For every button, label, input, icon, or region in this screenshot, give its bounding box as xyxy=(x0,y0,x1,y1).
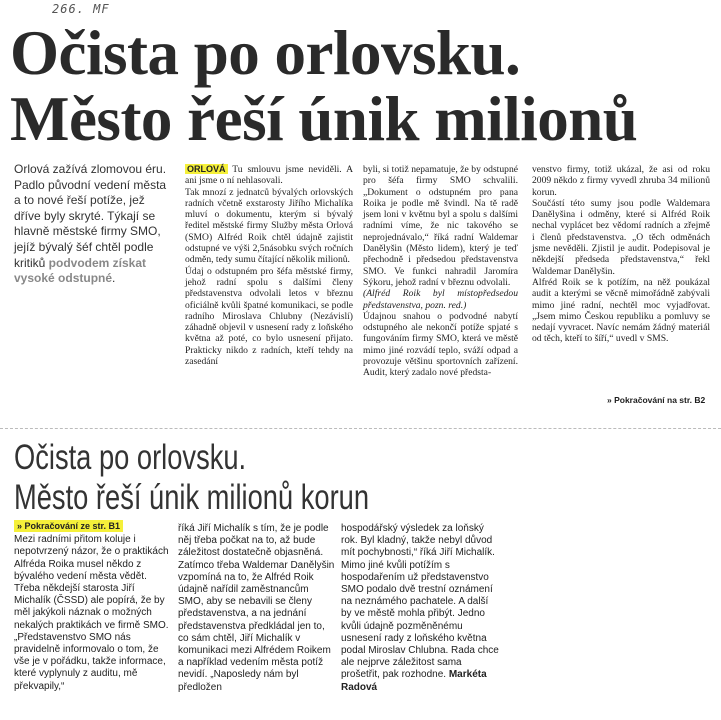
col3-para-1: venstvo firmy, totiž ukázal, že asi od roku 2009 někdo z firmy vyvedl zhruba 34 milionů korun. xyxy=(532,164,710,198)
col1-para-3: Údaj o odstupném pro šéfa městské firmy, jehož radní spolu s dalšími členy představenstva odvolali letos v březnu oficiálně kvůli špatné komunikaci, se podle radního Miroslava Chlubny (Nezávislí) záhadně objevil v usnesení rady z loňského května až poté, co bylo usnesení přijato. Prakticky nikdo z radních, kteří tehdy na zasedání xyxy=(185,265,353,368)
main-headline-line2: Město řeší únik milionů xyxy=(10,84,638,154)
second-col2-para-2: Zatímco třeba Waldemar Danělyšin vzpomíná na to, že Alfréd Roik údajně nařídil zaměstnancům SMO, aby se nebavili se členy představenstva, a na jednání představenstva předkládal jen to, co sám chtěl, Jiří Michalík v komunikaci mezi Alfrédem Roikem a například vedením města potíž nevidí. „Naposledy nám byl předložen xyxy=(178,559,335,693)
second-col1-para-1: Mezi radními přitom koluje i nepotvrzený názor, že o praktikách Alfréda Roika musel někdo z bývalého vedení města vědět. xyxy=(14,534,169,582)
second-headline-line2: Město řeší únik milionů korun xyxy=(14,478,370,517)
lead-highlight: podvodem získat vysoké odstupné xyxy=(14,255,147,286)
col2-para-1: byli, si totiž nepamatuje, že by odstupné pro šéfa firmy SMO schvalili. „Dokument o odstupném pro pana Roika je podle mě švindl. Na tě radě jsem loni v květnu byl a spolu s dalšími radními víme, že nic takového se neprojednávalo,“ říká radní Waldemar Danělyšin (Město lidem), který je teď přechodně i předsedou představenstva SMO. Ve funkci nahradil Jaromíra Sýkoru, jehož radní v březnu odvolali. xyxy=(363,164,518,288)
col2-para-3: Údajnou snahou o podvodné nabytí odstupného ale nekončí potíže spjaté s fungováním firmy SMO, která ve městě mimo jiné rozvádí teplo, sváží odpad a provozuje většinu sportovních zařízení. Audit, který zadalo nové předsta- xyxy=(363,310,518,379)
second-headline-line1: Očista po orlovsku. xyxy=(14,438,247,477)
second-column-3 xyxy=(341,523,501,694)
second-column-1 xyxy=(14,520,174,693)
article-column-1 xyxy=(185,164,353,367)
second-col1-para-2: Třeba někdejší starosta Jiří Michalík (ČSSD) ale popírá, že by měl jakýkoli náznak o možných nekalých praktikách ve firmě SMO. xyxy=(14,583,169,631)
clipping-divider xyxy=(0,428,721,429)
second-col1-para-3: „Představenstvo SMO nás pravidelně informovalo o tom, že vše je v pořádku, takže informace, které vyplynuly z auditu, mě překvapily,“ xyxy=(14,631,166,692)
handwritten-note: 266. MF xyxy=(52,2,110,16)
lead-text: Orlová zažívá zlomovou éru. Padlo původní vedení města a to nové řeší potíže, jež dříve byly skryté. Týkají se hlavně městské firmy SMO, jejíž bývalý šéf chtěl podle kritiků xyxy=(14,162,167,270)
col3-para-3: Alfréd Roik se k potížím, na něž poukázal audit a kterými se věcně mimořádně zabývali mimo jiné radní, nechtěl moc vyjadřovat. „Jsem mimo Českou republiku a pomluvy se nedají vyvracet. Navíc nemám žádný materiál od těch, kteří to šíří,“ uvedl v SMS. xyxy=(532,276,710,345)
second-column-2 xyxy=(178,523,336,694)
lead-end: . xyxy=(112,271,116,286)
lead-paragraph xyxy=(14,162,172,287)
location-keyword: ORLOVÁ xyxy=(187,164,226,174)
col3-para-2: Součástí této sumy jsou podle Waldemara Danělyšina i odměny, které si Alfréd Roik nechal vyplácet bez vědomí radních a zřejmě i členů představenstva. „O těch odměnách jsme nevěděli. Zjistil je audit. Podepisoval je někdejší předseda představenstva,“ řekl Waldemar Danělyšin. xyxy=(532,197,710,277)
article-column-3 xyxy=(532,164,710,345)
article-column-2 xyxy=(363,164,518,379)
col1-para-2: Tak mnozí z jednatců bývalých orlovských radních včetně exstarosty Jiřího Michalíka mluví o dokumentu, kterým si bývalý ředitel městské firmy Služby města Orlová (SMO) Alfréd Roik chtěl údajně zajistit odstupné ve výši 2,5násobku svých ročních odměn, tedy sumu čítající několik milionů. xyxy=(185,186,353,266)
main-headline-line1: Očista po orlovsku. xyxy=(10,18,521,88)
author-name: Markéta Radová xyxy=(341,669,487,693)
second-col2-para-1: říká Jiří Michalík s tím, že je podle něj třeba počkat na to, až bude záležitost dostatečně objasněná. xyxy=(178,523,329,559)
col1-para-1: Tu smlouvu jsme neviděli. A ani jsme o ní nehlasovali. xyxy=(185,164,353,187)
second-col3-para-1: hospodářský výsledek za loňský rok. Byl kladný, takže nebyl důvod mít pochybnosti,“ říká Jiří Michalík. Mimo jiné kvůli potížím s hospodařením už představenstvo SMO podalo dvě trestní oznámení na neznámého pachatele. A další by ve městě mohla přibýt. Jedno kvůli údajně pozměněnému usnesení rady z loňského května podal Miroslav Chlubna. Rada chce ale nejprve záležitost sama prošetřit, pak rozhodne. xyxy=(341,523,499,681)
continued-from-badge[interactable]: » Pokračování ze str. B1 xyxy=(14,520,123,532)
col2-editor-note: (Alfréd Roik byl místopředsedou představenstva, pozn. red.) xyxy=(363,288,518,311)
continued-on-link[interactable]: » Pokračování na str. B2 xyxy=(607,395,706,405)
